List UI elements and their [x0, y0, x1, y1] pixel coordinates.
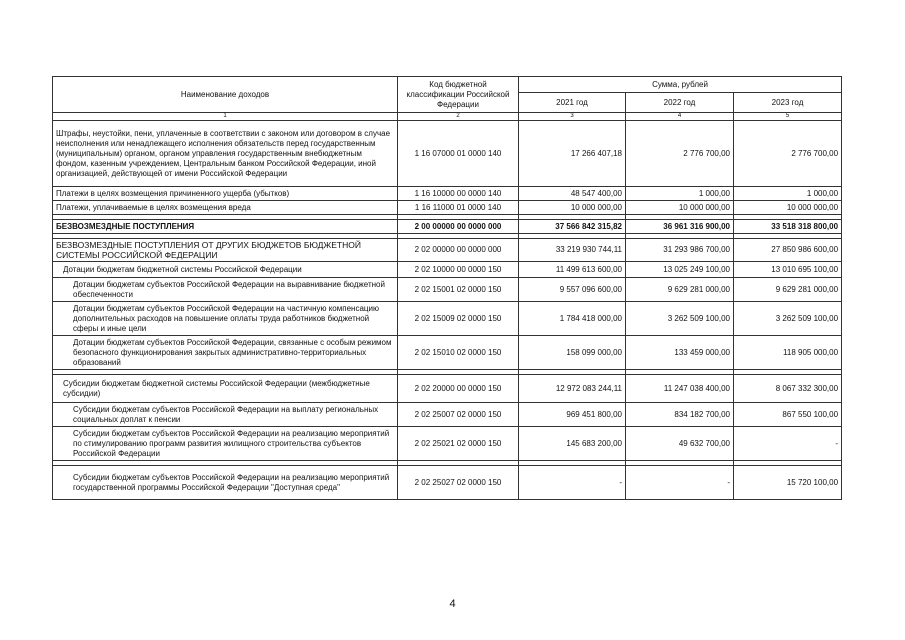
- row-name: Субсидии бюджетам субъектов Российской Федерации на реализацию мероприятий государственной программы Российской Федерации "Доступная среда": [53, 466, 398, 500]
- row-name: БЕЗВОЗМЕЗДНЫЕ ПОСТУПЛЕНИЯ: [53, 220, 398, 234]
- row-name: Дотации бюджетам субъектов Российской Федерации на выравнивание бюджетной обеспеченности: [53, 278, 398, 302]
- row-value-2022: 133 459 000,00: [626, 336, 734, 370]
- table-row: [53, 278, 842, 302]
- row-value-2023: -: [734, 427, 842, 461]
- table-row: [53, 403, 842, 427]
- row-value-2022: 10 000 000,00: [626, 201, 734, 215]
- header-year-2023: 2023 год: [734, 93, 842, 113]
- row-code: 2 02 20000 00 0000 150: [398, 375, 519, 403]
- row-value-2023: 15 720 100,00: [734, 466, 842, 500]
- row-name: Платежи, уплачиваемые в целях возмещения вреда: [53, 201, 398, 215]
- row-value-2021: 48 547 400,00: [519, 187, 626, 201]
- row-value-2022: -: [626, 466, 734, 500]
- row-value-2023: 3 262 509 100,00: [734, 302, 842, 336]
- row-value-2021: 145 683 200,00: [519, 427, 626, 461]
- row-name: Дотации бюджетам субъектов Российской Федерации на частичную компенсацию дополнительных расходов на повышение оплаты труда работников бюджетной сферы и иные цели: [53, 302, 398, 336]
- row-value-2022: 36 961 316 900,00: [626, 220, 734, 234]
- row-value-2023: 867 550 100,00: [734, 403, 842, 427]
- row-value-2023: 9 629 281 000,00: [734, 278, 842, 302]
- column-number: 3: [519, 113, 626, 121]
- row-value-2022: 2 776 700,00: [626, 121, 734, 187]
- row-value-2021: 33 219 930 744,11: [519, 239, 626, 262]
- row-value-2021: 9 557 096 600,00: [519, 278, 626, 302]
- row-code: 1 16 11000 01 0000 140: [398, 201, 519, 215]
- table-row: [53, 262, 842, 278]
- table-row: [53, 302, 842, 336]
- row-value-2021: 969 451 800,00: [519, 403, 626, 427]
- table-row: [53, 121, 842, 187]
- row-value-2023: 2 776 700,00: [734, 121, 842, 187]
- row-value-2023: 1 000,00: [734, 187, 842, 201]
- row-name: Штрафы, неустойки, пени, уплаченные в соответствии с законом или договором в случае неисполнения или ненадлежащего исполнения обязательств перед государственным (муниципальным) органом, органом управления государственным внебюджетным фондом, казенным учреждением, Центральным банком Российской Федерации, иной организацией, действующей от имени Российской Федерации: [53, 121, 398, 187]
- table-row: [53, 466, 842, 500]
- table-row: [53, 201, 842, 215]
- row-value-2023: 8 067 332 300,00: [734, 375, 842, 403]
- table-header-row: [53, 77, 842, 93]
- row-code: 2 02 15010 02 0000 150: [398, 336, 519, 370]
- column-number: 2: [398, 113, 519, 121]
- row-value-2021: 37 566 842 315,82: [519, 220, 626, 234]
- row-name: Дотации бюджетам субъектов Российской Федерации, связанные с особым режимом безопасного функционирования закрытых административно-территориальных образований: [53, 336, 398, 370]
- table-row-total: [53, 220, 842, 234]
- row-value-2021: 11 499 613 600,00: [519, 262, 626, 278]
- budget-revenue-table: [52, 76, 842, 500]
- row-value-2021: 1 784 418 000,00: [519, 302, 626, 336]
- row-value-2021: 17 266 407,18: [519, 121, 626, 187]
- row-name: Субсидии бюджетам субъектов Российской Федерации на выплату региональных социальных доплат к пенсии: [53, 403, 398, 427]
- table-row: [53, 239, 842, 262]
- column-number: 5: [734, 113, 842, 121]
- row-name: Дотации бюджетам бюджетной системы Российской Федерации: [53, 262, 398, 278]
- table-row: [53, 336, 842, 370]
- column-number: 1: [53, 113, 398, 121]
- row-value-2022: 834 182 700,00: [626, 403, 734, 427]
- row-value-2022: 31 293 986 700,00: [626, 239, 734, 262]
- row-name: Платежи в целях возмещения причиненного ущерба (убытков): [53, 187, 398, 201]
- row-code: 2 02 10000 00 0000 150: [398, 262, 519, 278]
- header-code: Код бюджетной классификации Российской Федерации: [398, 77, 519, 113]
- header-name: Наименование доходов: [53, 77, 398, 113]
- table-row: [53, 427, 842, 461]
- row-value-2022: 11 247 038 400,00: [626, 375, 734, 403]
- row-name: БЕЗВОЗМЕЗДНЫЕ ПОСТУПЛЕНИЯ ОТ ДРУГИХ БЮДЖЕТОВ БЮДЖЕТНОЙ СИСТЕМЫ РОССИЙСКОЙ ФЕДЕРАЦИИ: [53, 239, 398, 262]
- row-code: 2 02 15001 02 0000 150: [398, 278, 519, 302]
- page-number: 4: [449, 598, 456, 610]
- row-code: 2 02 25027 02 0000 150: [398, 466, 519, 500]
- row-code: 2 00 00000 00 0000 000: [398, 220, 519, 234]
- row-value-2021: 10 000 000,00: [519, 201, 626, 215]
- row-code: 2 02 15009 02 0000 150: [398, 302, 519, 336]
- row-value-2022: 9 629 281 000,00: [626, 278, 734, 302]
- row-code: 2 02 00000 00 0000 000: [398, 239, 519, 262]
- row-value-2021: -: [519, 466, 626, 500]
- table-row: [53, 375, 842, 403]
- row-value-2022: 3 262 509 100,00: [626, 302, 734, 336]
- row-code: 1 16 07000 01 0000 140: [398, 121, 519, 187]
- row-value-2023: 33 518 318 800,00: [734, 220, 842, 234]
- header-year-2021: 2021 год: [519, 93, 626, 113]
- row-value-2022: 49 632 700,00: [626, 427, 734, 461]
- row-value-2023: 13 010 695 100,00: [734, 262, 842, 278]
- row-name: Субсидии бюджетам бюджетной системы Российской Федерации (межбюджетные субсидии): [53, 375, 398, 403]
- row-code: 1 16 10000 00 0000 140: [398, 187, 519, 201]
- column-number-row: [53, 113, 842, 121]
- row-value-2021: 158 099 000,00: [519, 336, 626, 370]
- row-code: 2 02 25007 02 0000 150: [398, 403, 519, 427]
- header-sum: Сумма, рублей: [519, 77, 842, 93]
- row-value-2022: 13 025 249 100,00: [626, 262, 734, 278]
- column-number: 4: [626, 113, 734, 121]
- row-code: 2 02 25021 02 0000 150: [398, 427, 519, 461]
- row-value-2023: 10 000 000,00: [734, 201, 842, 215]
- header-year-2022: 2022 год: [626, 93, 734, 113]
- row-value-2023: 118 905 000,00: [734, 336, 842, 370]
- row-name: Субсидии бюджетам субъектов Российской Федерации на реализацию мероприятий по стимулированию программ развития жилищного строительства субъектов Российской Федерации: [53, 427, 398, 461]
- row-value-2023: 27 850 986 600,00: [734, 239, 842, 262]
- row-value-2022: 1 000,00: [626, 187, 734, 201]
- table-row: [53, 187, 842, 201]
- row-value-2021: 12 972 083 244,11: [519, 375, 626, 403]
